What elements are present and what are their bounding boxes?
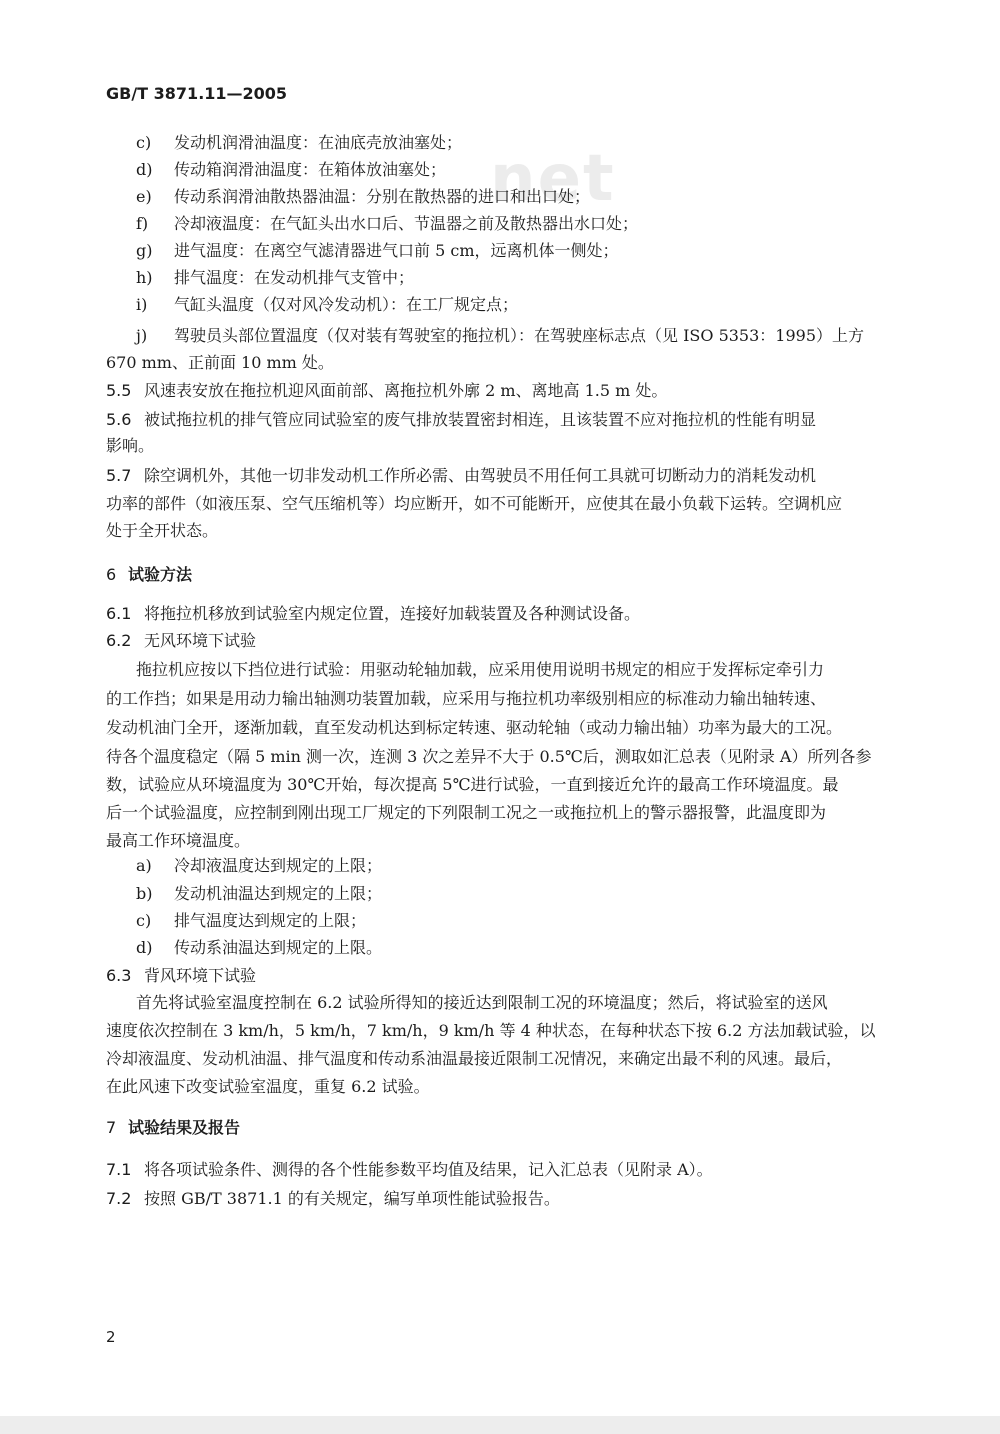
list-item: i) 气缸头温度（仅对风冷发动机）：在工厂规定点； [136, 295, 519, 314]
clause-7-2: 7.2 按照 GB/T 3871.1 的有关规定，编写单项性能试验报告。 [106, 1189, 560, 1208]
clause-6-2-heading: 6.2 无风环境下试验 [106, 631, 257, 650]
watermark: net [490, 142, 616, 216]
list-item: f) 冷却液温度：在气缸头出水口后、节温器之前及散热器出水口处； [136, 214, 639, 233]
section-heading-7: 7 试验结果及报告 [106, 1118, 241, 1137]
list-item: b) 发动机油温达到规定的上限； [136, 884, 383, 903]
list-item: c) 发动机润滑油温度：在油底壳放油塞处； [136, 133, 463, 152]
document-header: GB/T 3871.11—2005 [106, 84, 288, 103]
list-item-continuation: 670 mm、正前面 10 mm 处。 [106, 353, 334, 372]
clause-5-7-cont: 处于全开状态。 [106, 521, 219, 540]
paragraph-line: 数，试验应从环境温度为 30℃开始，每次提高 5℃进行试验，一直到接近允许的最高工作环境温度。最 [106, 775, 839, 794]
clause-7-1: 7.1 将各项试验条件、测得的各个性能参数平均值及结果，记入汇总表（见附录 A）。 [106, 1160, 713, 1179]
list-item: g) 进气温度：在离空气滤清器进气口前 5 cm，远离机体一侧处； [136, 241, 619, 260]
paragraph-line: 待各个温度稳定（隔 5 min 测一次，连测 3 次之差异不大于 0.5℃后，测取如汇总表（见附录 A）所列各参 [106, 747, 872, 766]
clause-5-6-cont: 影响。 [106, 436, 155, 455]
paragraph-line: 首先将试验室温度控制在 6.2 试验所得知的接近达到限制工况的环境温度；然后，将试验室的送风 [136, 993, 828, 1012]
clause-5-6: 5.6 被试拖拉机的排气管应同试验室的废气排放装置密封相连，且该装置不应对拖拉机的性能有明显 [106, 410, 817, 429]
clause-6-1: 6.1 将拖拉机移放到试验室内规定位置，连接好加载装置及各种测试设备。 [106, 604, 641, 623]
list-item: e) 传动系润滑油散热器油温：分别在散热器的进口和出口处； [136, 187, 591, 206]
section-heading-6: 6 试验方法 [106, 565, 193, 584]
paragraph-line: 的工作挡；如果是用动力输出轴测功装置加载，应采用与拖拉机功率级别相应的标准动力输出轴转速、 [106, 689, 827, 708]
list-item: d) 传动系油温达到规定的上限。 [136, 938, 383, 957]
list-item: j) 驾驶员头部位置温度（仅对装有驾驶室的拖拉机）：在驾驶座标志点（见 ISO 5353：1995）上方 [136, 326, 865, 345]
list-item: h) 排气温度：在发动机排气支管中； [136, 268, 415, 287]
clause-6-3-heading: 6.3 背风环境下试验 [106, 966, 257, 985]
clause-5-7-cont: 功率的部件（如液压泵、空气压缩机等）均应断开，如不可能断开，应使其在最小负载下运转。空调机应 [106, 494, 843, 513]
page-number: 2 [106, 1328, 116, 1346]
list-item: d) 传动箱润滑油温度：在箱体放油塞处； [136, 160, 447, 179]
clause-5-7: 5.7 除空调机外，其他一切非发动机工作所必需、由驾驶员不用任何工具就可切断动力的消耗发动机 [106, 466, 817, 485]
paragraph-line: 速度依次控制在 3 km/h，5 km/h，7 km/h，9 km/h 等 4 种状态，在每种状态下按 6.2 方法加载试验，以 [106, 1021, 876, 1040]
paragraph-line: 拖拉机应按以下挡位进行试验：用驱动轮轴加载，应采用使用说明书规定的相应于发挥标定牵引力 [136, 660, 825, 679]
paragraph-line: 最高工作环境温度。 [106, 831, 251, 850]
paragraph-line: 发动机油门全开，逐渐加载，直至发动机达到标定转速、驱动轮轴（或动力输出轴）功率为最大的工况。 [106, 718, 843, 737]
list-item: c) 排气温度达到规定的上限； [136, 911, 367, 930]
paragraph-line: 后一个试验温度，应控制到刚出现工厂规定的下列限制工况之一或拖拉机上的警示器报警，此温度即为 [106, 803, 827, 822]
list-item: a) 冷却液温度达到规定的上限； [136, 856, 383, 875]
paragraph-line: 冷却液温度、发动机油温、排气温度和传动系油温最接近限制工况情况，来确定出最不利的风速。最后， [106, 1049, 843, 1068]
paragraph-line: 在此风速下改变试验室温度，重复 6.2 试验。 [106, 1077, 430, 1096]
footer-band [0, 1416, 1000, 1434]
clause-5-5: 5.5 风速表安放在拖拉机迎风面前部、离拖拉机外廓 2 m、离地高 1.5 m 处。 [106, 381, 668, 400]
